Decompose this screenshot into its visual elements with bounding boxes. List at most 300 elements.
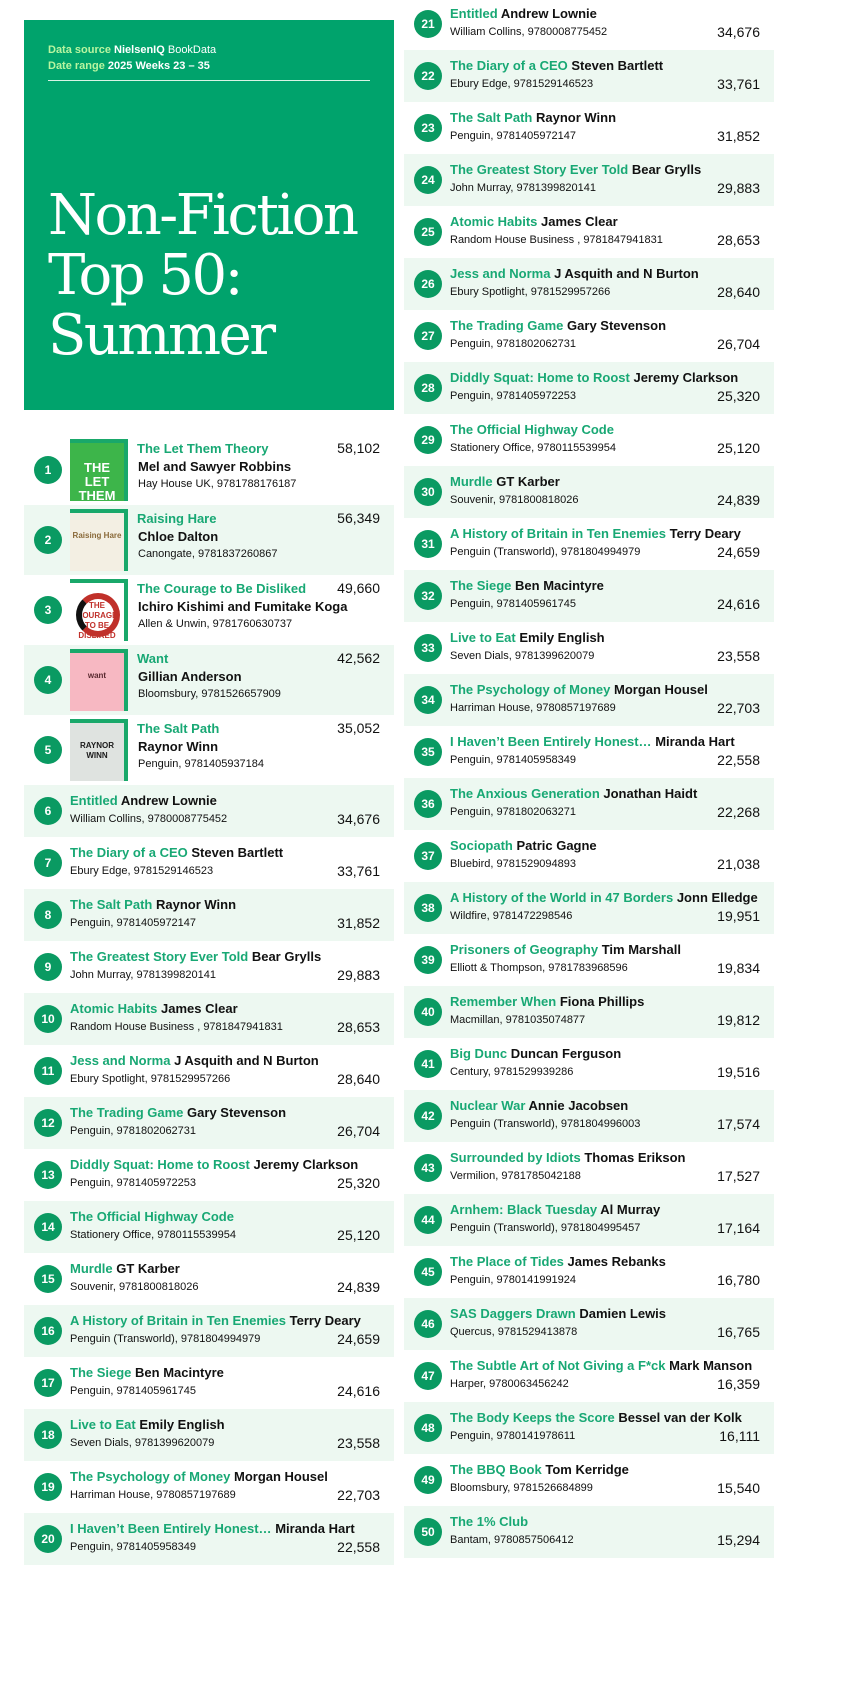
- rank-badge: 45: [414, 1258, 442, 1286]
- book-title: The Let Them Theory: [137, 441, 269, 456]
- book-title: The Trading Game: [70, 1105, 184, 1120]
- table-row: [24, 1097, 394, 1149]
- sales-value: 16,765: [717, 1324, 760, 1340]
- sales-value: 31,852: [717, 128, 760, 144]
- publisher: Penguin (Transworld): [450, 1222, 555, 1234]
- table-row: [404, 0, 774, 50]
- sales-value: 49,660: [337, 580, 380, 596]
- table-row: [404, 778, 774, 830]
- title-author-line: [70, 793, 217, 808]
- separator: ,: [507, 78, 514, 90]
- table-row: [24, 435, 394, 505]
- sales-value: 17,574: [717, 1116, 760, 1132]
- title-author-line: [70, 897, 236, 912]
- book-title: Jess and Norma: [70, 1053, 171, 1068]
- rank-badge: 50: [414, 1518, 442, 1546]
- publisher-isbn: [70, 1177, 196, 1189]
- publisher-isbn: [450, 26, 607, 38]
- book-cover-salt-path-icon: [70, 719, 128, 781]
- publisher: Stationery Office: [450, 442, 532, 454]
- title-author-line: [450, 786, 697, 801]
- publisher: Harriman House: [70, 1489, 151, 1501]
- sales-value: 15,294: [717, 1532, 760, 1548]
- separator: ,: [490, 754, 497, 766]
- isbn: 9781399620079: [514, 650, 595, 662]
- sales-value: 17,164: [717, 1220, 760, 1236]
- book-title: The Courage to Be Disliked: [137, 581, 307, 596]
- separator: ,: [110, 1385, 117, 1397]
- publisher: Bloomsbury: [450, 1482, 508, 1494]
- publisher-isbn: [70, 1281, 198, 1293]
- publisher-isbn: [138, 478, 296, 490]
- book-author: Ichiro Kishimi and Fumitake Koga: [138, 599, 348, 614]
- isbn: 9780063456242: [489, 1378, 569, 1390]
- table-row: [404, 518, 774, 570]
- book-title: The Official Highway Code: [70, 1209, 234, 1224]
- publisher-isbn: [450, 1378, 569, 1390]
- book-title: The Siege: [450, 578, 512, 593]
- table-row: [404, 466, 774, 518]
- rank-badge: 1: [34, 456, 62, 484]
- sales-value: 25,120: [717, 440, 760, 456]
- sales-value: 35,052: [337, 720, 380, 736]
- title-author-line: [70, 1313, 361, 1328]
- book-title: Murdle: [70, 1261, 113, 1276]
- book-title: The Greatest Story Ever Told: [70, 949, 249, 964]
- book-author: Andrew Lownie: [120, 793, 217, 808]
- date-range-line: [48, 58, 216, 74]
- book-title: Prisoners of Geography: [450, 942, 599, 957]
- isbn: 9781800818026: [498, 494, 579, 506]
- publisher: Penguin: [450, 806, 491, 818]
- publisher-isbn: [450, 338, 576, 350]
- isbn: 9780008775452: [147, 813, 228, 825]
- book-author: Duncan Ferguson: [510, 1046, 622, 1061]
- publisher-isbn: [450, 1482, 593, 1494]
- table-row: [404, 362, 774, 414]
- publisher: Harper: [450, 1378, 484, 1390]
- rank-badge: 6: [34, 797, 62, 825]
- publisher-isbn: [450, 234, 663, 246]
- title-author-line: [450, 682, 708, 697]
- publisher-isbn: [450, 754, 576, 766]
- publisher: Penguin: [450, 598, 491, 610]
- sales-value: 19,812: [717, 1012, 760, 1028]
- table-row: [24, 1149, 394, 1201]
- isbn: 9781804996003: [560, 1118, 641, 1130]
- book-author: Ben Macintyre: [135, 1365, 224, 1380]
- rank-badge: 35: [414, 738, 442, 766]
- isbn: 9781405937184: [184, 758, 265, 770]
- title-author-line: [450, 578, 604, 593]
- book-title: Remember When: [450, 994, 557, 1009]
- table-row: [404, 1454, 774, 1506]
- book-title: A History of Britain in Ten Enemies: [70, 1313, 286, 1328]
- table-row: [404, 310, 774, 362]
- separator: ,: [577, 234, 584, 246]
- rank-badge: 19: [34, 1473, 62, 1501]
- book-author: Patric Gagne: [516, 838, 597, 853]
- separator: ,: [112, 1281, 119, 1293]
- title-author-line: [70, 1261, 180, 1276]
- book-author: Emily English: [139, 1417, 225, 1432]
- isbn: 9780141978611: [496, 1430, 576, 1442]
- separator: ,: [486, 910, 493, 922]
- isbn: 9781788176187: [216, 478, 297, 490]
- isbn: 9781405972253: [116, 1177, 197, 1189]
- isbn: 9781399820141: [516, 182, 596, 194]
- publisher: Elliott & Thompson: [450, 962, 543, 974]
- rank-badge: 12: [34, 1109, 62, 1137]
- separator: ,: [483, 1378, 490, 1390]
- table-row: [404, 986, 774, 1038]
- isbn: 9781035074877: [505, 1014, 586, 1026]
- publisher: Stationery Office: [70, 1229, 152, 1241]
- table-row: [404, 622, 774, 674]
- book-title: Diddly Squat: Home to Roost: [450, 370, 630, 385]
- isbn: 9781847941831: [203, 1021, 283, 1033]
- sales-value: 58,102: [337, 440, 380, 456]
- header-meta: [48, 42, 216, 74]
- title-author-line: [70, 1105, 286, 1120]
- title-author-line: [70, 1209, 234, 1224]
- publisher-isbn: [450, 1274, 576, 1286]
- publisher-isbn: [450, 910, 572, 922]
- separator: ,: [197, 1021, 204, 1033]
- publisher-isbn: [138, 688, 281, 700]
- table-row: [404, 50, 774, 102]
- rank-badge: 42: [414, 1102, 442, 1130]
- book-author: Gillian Anderson: [138, 669, 242, 684]
- publisher-isbn: [450, 858, 576, 870]
- isbn: 9781405958349: [116, 1541, 197, 1553]
- book-author: Annie Jacobsen: [528, 1098, 629, 1113]
- cover-text: THE COURAGE TO BE DISLIKED: [76, 601, 118, 640]
- title-author-line: [70, 1417, 225, 1432]
- publisher: John Murray: [450, 182, 511, 194]
- separator: ,: [524, 286, 531, 298]
- publisher-isbn: [450, 286, 610, 298]
- publisher-isbn: [70, 1333, 260, 1345]
- publisher-isbn: [450, 182, 596, 194]
- separator: ,: [206, 618, 213, 630]
- isbn: 9781405961745: [116, 1385, 197, 1397]
- separator: ,: [554, 546, 561, 558]
- separator: ,: [490, 338, 497, 350]
- title-author-line: [450, 734, 735, 749]
- book-title: Nuclear War: [450, 1098, 526, 1113]
- separator: ,: [178, 758, 185, 770]
- publisher: Allen & Unwin: [138, 618, 207, 630]
- publisher: Souvenir: [450, 494, 493, 506]
- title-author-line: [70, 845, 283, 860]
- title-author-line: [450, 6, 597, 21]
- table-row: [24, 1513, 394, 1565]
- title-author-line: [450, 838, 597, 853]
- rank-badge: 26: [414, 270, 442, 298]
- book-author: Al Murray: [600, 1202, 661, 1217]
- separator: ,: [490, 390, 497, 402]
- book-title: Sociopath: [450, 838, 513, 853]
- isbn: 9781802063271: [496, 806, 577, 818]
- table-row: [404, 154, 774, 206]
- publisher-isbn: [70, 969, 216, 981]
- book-author: Morgan Housel: [613, 682, 708, 697]
- sales-value: 26,704: [717, 336, 760, 352]
- book-cover-red-circle-icon: [70, 579, 128, 641]
- sales-value: 23,558: [337, 1435, 380, 1451]
- rank-badge: 49: [414, 1466, 442, 1494]
- book-author: Morgan Housel: [233, 1469, 328, 1484]
- rank-badge: 9: [34, 953, 62, 981]
- publisher-isbn: [450, 1430, 575, 1442]
- table-row: [24, 785, 394, 837]
- sales-value: 28,640: [717, 284, 760, 300]
- separator: ,: [490, 1274, 497, 1286]
- separator: ,: [499, 1014, 506, 1026]
- publisher: Quercus: [450, 1326, 492, 1338]
- book-author: Emily English: [519, 630, 605, 645]
- isbn: 9781529094893: [496, 858, 577, 870]
- rank-badge: 2: [34, 526, 62, 554]
- book-title: Diddly Squat: Home to Roost: [70, 1157, 250, 1172]
- isbn: 9781785042188: [501, 1170, 581, 1182]
- book-title: The Salt Path: [137, 721, 220, 736]
- sales-value: 24,839: [717, 492, 760, 508]
- separator: ,: [491, 1326, 498, 1338]
- isbn: 9781399620079: [134, 1437, 215, 1449]
- table-row: [24, 1357, 394, 1409]
- book-author: GT Karber: [116, 1261, 180, 1276]
- publisher: Bluebird: [450, 858, 491, 870]
- rank-badge: 7: [34, 849, 62, 877]
- title-line-2: Top 50:: [48, 243, 241, 308]
- rank-badge: 11: [34, 1057, 62, 1085]
- publisher-isbn: [450, 494, 578, 506]
- sales-value: 24,616: [717, 596, 760, 612]
- book-author: Steven Bartlett: [191, 845, 284, 860]
- sales-value: 22,558: [717, 752, 760, 768]
- table-row: [404, 726, 774, 778]
- publisher-isbn: [70, 1541, 196, 1553]
- publisher: Penguin (Transworld): [70, 1333, 175, 1345]
- publisher: Ebury Spotlight: [450, 286, 525, 298]
- rank-badge: 31: [414, 530, 442, 558]
- book-author: Jeremy Clarkson: [253, 1157, 359, 1172]
- separator: ,: [174, 1333, 181, 1345]
- book-author: Jeremy Clarkson: [633, 370, 739, 385]
- table-row: [24, 1045, 394, 1097]
- table-row: [404, 882, 774, 934]
- book-author: Jonathan Haidt: [603, 786, 698, 801]
- sales-value: 31,852: [337, 915, 380, 931]
- sales-value: 24,839: [337, 1279, 380, 1295]
- rank-badge: 48: [414, 1414, 442, 1442]
- publisher: Vermilion: [450, 1170, 496, 1182]
- table-row: [404, 1038, 774, 1090]
- book-title: Entitled: [70, 793, 118, 808]
- sales-value: 19,516: [717, 1064, 760, 1080]
- table-row: [24, 837, 394, 889]
- sales-value: 19,951: [717, 908, 760, 924]
- sales-value: 22,268: [717, 804, 760, 820]
- book-title: The Body Keeps the Score: [450, 1410, 615, 1425]
- publisher: Penguin: [70, 917, 111, 929]
- sales-value: 34,676: [337, 811, 380, 827]
- isbn: 9781529413878: [497, 1326, 578, 1338]
- header-divider: [48, 80, 370, 81]
- book-title: The Anxious Generation: [450, 786, 600, 801]
- publisher-isbn: [450, 546, 640, 558]
- separator: ,: [127, 865, 134, 877]
- rank-badge: 47: [414, 1362, 442, 1390]
- separator: ,: [490, 1430, 497, 1442]
- title-author-line: [70, 1365, 224, 1380]
- publisher: Penguin (Transworld): [450, 1118, 555, 1130]
- separator: ,: [495, 1170, 502, 1182]
- publisher-isbn: [450, 650, 594, 662]
- separator: ,: [490, 130, 497, 142]
- publisher: Penguin: [450, 1274, 491, 1286]
- publisher: Souvenir: [70, 1281, 113, 1293]
- publisher: Macmillan: [450, 1014, 500, 1026]
- separator: ,: [150, 1489, 157, 1501]
- isbn: 9781804994979: [560, 546, 641, 558]
- publisher-isbn: [450, 1014, 585, 1026]
- sales-value: 24,659: [717, 544, 760, 560]
- table-row: [24, 889, 394, 941]
- separator: ,: [531, 442, 538, 454]
- sales-value: 33,761: [337, 863, 380, 879]
- publisher-isbn: [450, 1066, 573, 1078]
- rank-badge: 16: [34, 1317, 62, 1345]
- separator: ,: [530, 702, 537, 714]
- book-author: Chloe Dalton: [138, 529, 219, 544]
- book-author: Miranda Hart: [655, 734, 735, 749]
- book-title: Live to Eat: [70, 1417, 136, 1432]
- sales-value: 29,883: [717, 180, 760, 196]
- title-author-line: [450, 1150, 686, 1165]
- rank-badge: 15: [34, 1265, 62, 1293]
- table-row: [24, 1409, 394, 1461]
- separator: ,: [195, 688, 202, 700]
- book-author: J Asquith and N Burton: [554, 266, 699, 281]
- publisher-isbn: [70, 1437, 214, 1449]
- title-author-line: [450, 1306, 666, 1321]
- title-author-line: [70, 1469, 328, 1484]
- isbn: 9781529957266: [150, 1073, 231, 1085]
- publisher: Penguin (Transworld): [450, 546, 555, 558]
- publisher-isbn: [70, 1021, 283, 1033]
- table-row: [404, 1142, 774, 1194]
- rank-badge: 33: [414, 634, 442, 662]
- rank-badge: 22: [414, 62, 442, 90]
- book-author: Ben Macintyre: [515, 578, 604, 593]
- book-title: The Place of Tides: [450, 1254, 564, 1269]
- sales-value: 56,349: [337, 510, 380, 526]
- title-author-line: [70, 1053, 319, 1068]
- rank-badge: 39: [414, 946, 442, 974]
- publisher: Ebury Edge: [70, 865, 128, 877]
- table-row: [404, 1506, 774, 1558]
- publisher: Seven Dials: [70, 1437, 129, 1449]
- isbn: 9781802062731: [116, 1125, 197, 1137]
- rank-badge: 30: [414, 478, 442, 506]
- book-author: Fiona Phillips: [559, 994, 645, 1009]
- book-cover-want-icon: [70, 649, 128, 711]
- publisher: Penguin: [450, 390, 491, 402]
- sales-value: 25,120: [337, 1227, 380, 1243]
- title-author-line: [70, 1157, 358, 1172]
- publisher: Penguin: [450, 1430, 491, 1442]
- sales-value: 25,320: [717, 388, 760, 404]
- book-title: The 1% Club: [450, 1514, 529, 1529]
- publisher: Harriman House: [450, 702, 531, 714]
- rank-badge: 34: [414, 686, 442, 714]
- separator: ,: [128, 1437, 135, 1449]
- table-row: [404, 1194, 774, 1246]
- table-row: [404, 1246, 774, 1298]
- book-author: Tim Marshall: [601, 942, 681, 957]
- title-author-line: [450, 58, 663, 73]
- publisher: Ebury Edge: [450, 78, 508, 90]
- publisher-isbn: [450, 78, 593, 90]
- book-author: Steven Bartlett: [571, 58, 664, 73]
- separator: ,: [110, 1125, 117, 1137]
- book-title: The Diary of a CEO: [70, 845, 188, 860]
- book-author: Mark Manson: [669, 1358, 753, 1373]
- separator: ,: [490, 806, 497, 818]
- publisher-isbn: [138, 618, 292, 630]
- sales-value: 16,780: [717, 1272, 760, 1288]
- publisher: Penguin: [450, 754, 491, 766]
- rank-badge: 43: [414, 1154, 442, 1182]
- table-row: [24, 941, 394, 993]
- table-row: [404, 674, 774, 726]
- table-row: [404, 570, 774, 622]
- title-author-line: [450, 942, 681, 957]
- table-row: [404, 1298, 774, 1350]
- title-author-line: [450, 422, 614, 437]
- date-range-label: Date range: [48, 60, 105, 72]
- title-author-line: [450, 1410, 742, 1425]
- book-title: SAS Daggers Drawn: [450, 1306, 576, 1321]
- rank-badge: 13: [34, 1161, 62, 1189]
- rank-badge: 8: [34, 901, 62, 929]
- publisher-isbn: [70, 917, 196, 929]
- isbn: 9780857197689: [536, 702, 616, 714]
- rank-badge: 38: [414, 894, 442, 922]
- title-author-line: [450, 110, 616, 125]
- separator: ,: [508, 650, 515, 662]
- isbn: 9781529939286: [493, 1066, 574, 1078]
- rank-badge: 14: [34, 1213, 62, 1241]
- publisher-isbn: [70, 1125, 196, 1137]
- book-author: Mel and Sawyer Robbins: [138, 459, 292, 474]
- isbn: 9781405972253: [496, 390, 577, 402]
- title-author-line: [70, 1001, 238, 1016]
- table-row: [404, 934, 774, 986]
- title-author-line: [450, 266, 699, 281]
- isbn: 9781405961745: [496, 598, 577, 610]
- isbn: 9781405958349: [496, 754, 577, 766]
- separator: ,: [191, 548, 198, 560]
- book-title: The Psychology of Money: [70, 1469, 231, 1484]
- isbn: 9781399820141: [136, 969, 216, 981]
- rank-badge: 28: [414, 374, 442, 402]
- book-title: Live to Eat: [450, 630, 516, 645]
- sales-value: 23,558: [717, 648, 760, 664]
